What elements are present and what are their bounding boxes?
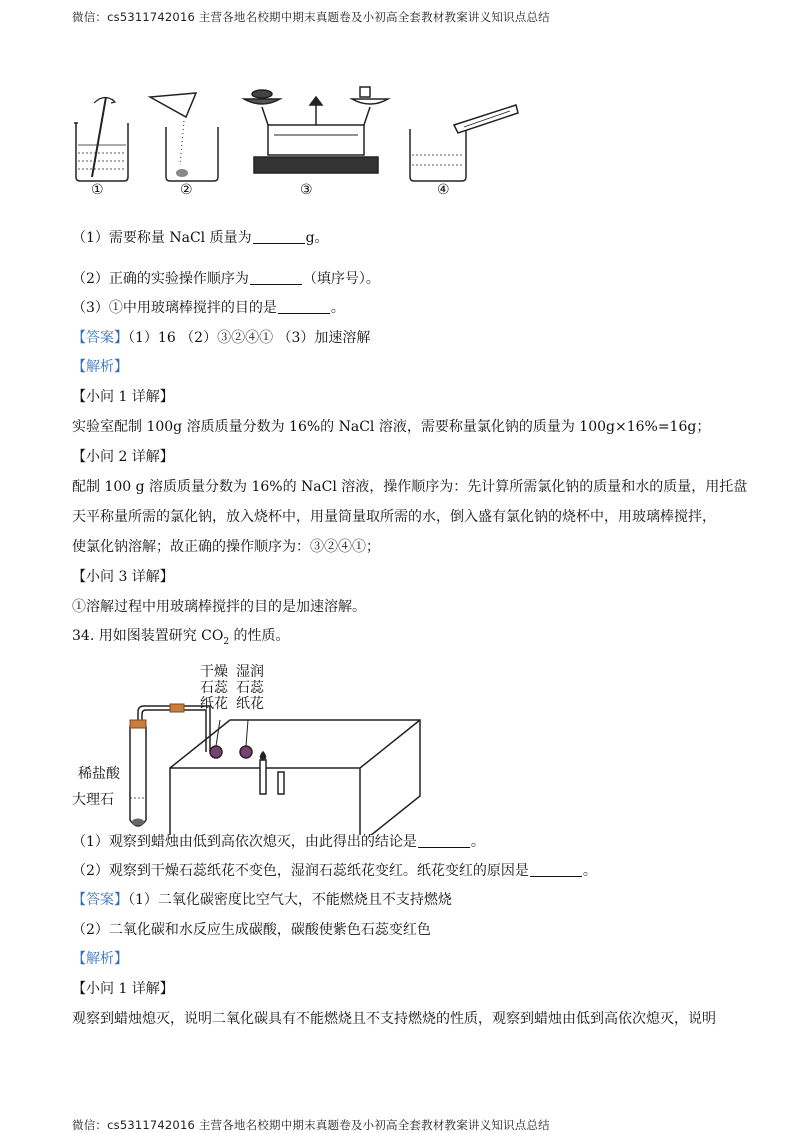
q34-analysis-tag: 【解析】 — [72, 951, 128, 967]
answer-blank — [250, 270, 302, 285]
page-header: 微信：cs5311742016 主营各地名校期中期末真题卷及小初高全套教材教案讲义知识点总结 — [72, 10, 550, 24]
label-dry-litmus: 干燥 石蕊 纸花 — [200, 664, 228, 712]
test-tube — [130, 726, 146, 826]
beaker-stirring-icon — [74, 97, 128, 181]
q33-detail2-title: 【小问 2 详解】 — [72, 449, 174, 465]
figure-label-1: ① — [91, 182, 104, 198]
figure-co2-apparatus — [120, 690, 440, 835]
beaker-pouring-solid-icon — [150, 93, 218, 181]
wet-litmus-flower — [240, 746, 252, 758]
glass-box — [170, 720, 420, 835]
q33-answer: 【答案】（1）16 （2）③②④① （3）加速溶解 — [72, 330, 371, 346]
answer-blank — [278, 299, 330, 314]
label-marble: 大理石 — [72, 792, 114, 808]
dry-litmus-flower — [210, 746, 222, 758]
q33-detail1-text: 实验室配制 100g 溶质质量分数为 16%的 NaCl 溶液，需要称量氯化钠的质量为 100g×16%=16g； — [72, 419, 711, 435]
answer-tag: 【答案】 — [72, 330, 128, 346]
q34-part1: （1）观察到蜡烛由低到高依次熄灭，由此得出的结论是 。 — [72, 834, 485, 850]
q33-detail1-title: 【小问 1 详解】 — [72, 389, 174, 405]
q33-detail2-line2: 天平称量所需的氯化钠，放入烧杯中，用量筒量取所需的水，倒入盛有氯化钠的烧杯中，用玻璃棒搅拌， — [72, 509, 716, 525]
short-candle — [278, 772, 284, 794]
q34-title: 34. 用如图装置研究 $CO_2$ 的性质。 — [72, 628, 290, 647]
answer-blank — [530, 862, 582, 877]
balance-scale-icon — [244, 87, 388, 173]
q34-part2: （2）观察到干燥石蕊纸花不变色，湿润石蕊纸花变红。纸花变红的原因是 。 — [72, 863, 597, 879]
figure-solution-preparation — [70, 85, 550, 195]
tall-candle — [260, 760, 266, 794]
answer-blank — [418, 833, 470, 848]
answer-blank — [253, 229, 305, 244]
q34-detail1-title: 【小问 1 详解】 — [72, 981, 174, 997]
page-footer: 微信：cs5311742016 主营各地名校期中期末真题卷及小初高全套教材教案讲义知识点总结 — [72, 1118, 550, 1132]
figure-label-3: ③ — [300, 182, 313, 198]
label-dilute-hcl: 稀盐酸 — [78, 766, 120, 782]
q33-part3: （3）①中用玻璃棒搅拌的目的是 。 — [72, 300, 345, 316]
label-wet-litmus: 湿润 石蕊 纸花 — [236, 664, 264, 712]
q34-answer: 【答案】（1）二氧化碳密度比空气大，不能燃烧且不支持燃烧 — [72, 892, 452, 908]
figure-label-2: ② — [180, 182, 193, 198]
q33-detail2-line1: 配制 100 g 溶质质量分数为 16%的 NaCl 溶液，操作顺序为：先计算所需氯化钠的质量和水的质量，用托盘 — [72, 479, 748, 495]
marble-chips — [132, 819, 144, 826]
q34-detail1-text: 观察到蜡烛熄灭，说明二氧化碳具有不能燃烧且不支持燃烧的性质，观察到蜡烛由低到高依次熄灭，说明 — [72, 1011, 716, 1027]
q33-detail2-line3: 使氯化钠溶解；故正确的操作顺序为：③②④①； — [72, 539, 380, 555]
beaker-pouring-water-icon — [410, 105, 518, 181]
q34-answer-line2: （2）二氧化碳和水反应生成碳酸，碳酸使紫色石蕊变红色 — [72, 922, 431, 938]
q33-part2: （2）正确的实验操作顺序为 （填序号）。 — [72, 271, 380, 287]
figure-label-4: ④ — [437, 182, 450, 198]
q33-part1: （1）需要称量 NaCl 质量为 g。 — [72, 230, 329, 246]
q33-detail3-title: 【小问 3 详解】 — [72, 569, 174, 585]
q33-detail3-text: ①溶解过程中用玻璃棒搅拌的目的是加速溶解。 — [72, 599, 366, 615]
answer-tag: 【答案】 — [72, 892, 128, 908]
rubber-connector — [170, 704, 184, 712]
q33-analysis-tag: 【解析】 — [72, 359, 128, 375]
